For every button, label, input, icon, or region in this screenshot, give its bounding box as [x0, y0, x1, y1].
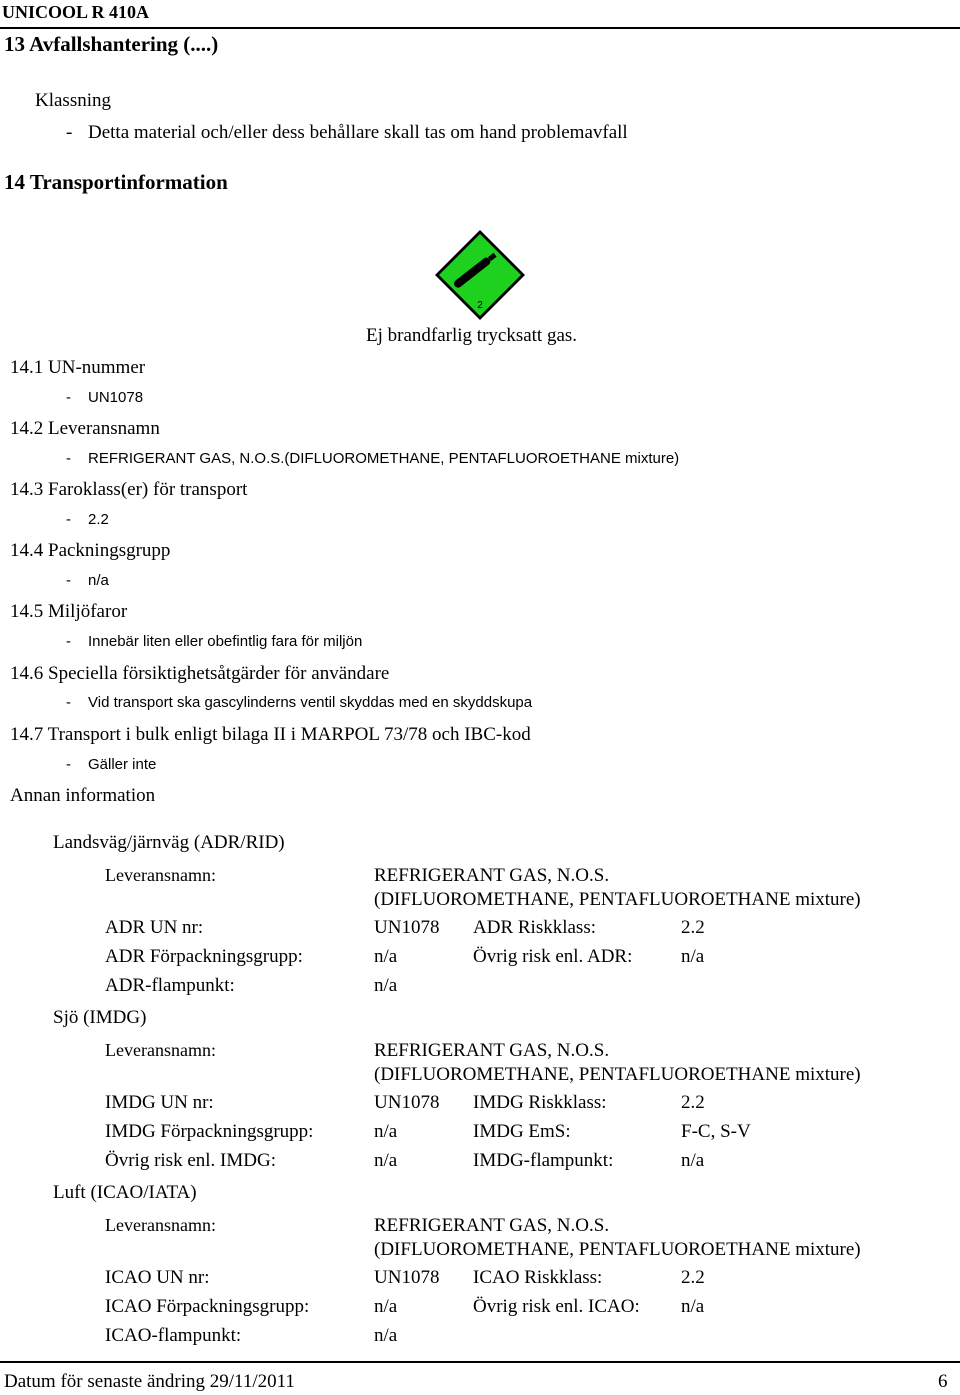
item-14-6-title: 14.6 Speciella försiktighetsåtgärder för användare [10, 663, 390, 684]
icao-pg-label: ICAO Förpackningsgrupp: [105, 1296, 310, 1317]
gas-cylinder-pictogram-icon [433, 228, 527, 322]
imdg-flashpoint-value: n/a [681, 1150, 705, 1171]
icao-shipping-name-label: Leveransnamn: [105, 1215, 216, 1235]
item-14-6-value: - Vid transport ska gascylinderns ventil skyddas med en skyddskupa [66, 694, 533, 711]
classification-label: Klassning [35, 90, 111, 111]
imdg-title: Sjö (IMDG) [53, 1007, 147, 1028]
adr-un-value: UN1078 [374, 917, 440, 938]
other-info-label: Annan information [10, 785, 156, 806]
imdg-pg-label: IMDG Förpackningsgrupp: [105, 1121, 314, 1142]
item-14-3-value: - 2.2 [66, 511, 109, 528]
imdg-ems-value: F-C, S-V [681, 1121, 751, 1142]
revision-date: Datum för senaste ändring 29/11/2011 [4, 1371, 295, 1392]
item-14-7-title: 14.7 Transport i bulk enligt bilaga II i MARPOL 73/78 och IBC-kod [10, 724, 531, 745]
imdg-flashpoint-label: IMDG-flampunkt: [473, 1150, 614, 1171]
item-14-5-value: - Innebär liten eller obefintlig fara för miljön [66, 633, 363, 650]
pictogram-class-number: 2 [477, 300, 483, 311]
imdg-subrisk-value: n/a [374, 1150, 398, 1171]
item-14-1-title: 14.1 UN-nummer [10, 357, 146, 378]
icao-class-label: ICAO Riskklass: [473, 1267, 603, 1288]
header-rule [0, 27, 960, 29]
item-14-1-value: - UN1078 [66, 389, 144, 406]
icao-subrisk-value: n/a [681, 1296, 705, 1317]
imdg-shipping-name-label: Leveransnamn: [105, 1040, 216, 1060]
imdg-subrisk-label: Övrig risk enl. IMDG: [105, 1150, 276, 1171]
adr-flashpoint-label: ADR-flampunkt: [105, 975, 235, 996]
icao-class-value: 2.2 [681, 1267, 705, 1288]
adr-un-label: ADR UN nr: [105, 917, 204, 938]
adr-class-value: 2.2 [681, 917, 705, 938]
imdg-shipping-name-line2: (DIFLUOROMETHANE, PENTAFLUOROETHANE mixture) [374, 1064, 861, 1085]
icao-pg-value: n/a [374, 1296, 398, 1317]
icao-un-label: ICAO UN nr: [105, 1267, 210, 1288]
icao-shipping-name-line2: (DIFLUOROMETHANE, PENTAFLUOROETHANE mixture) [374, 1239, 861, 1260]
imdg-un-value: UN1078 [374, 1092, 440, 1113]
bullet-dash: - [66, 122, 73, 143]
adr-subrisk-value: n/a [681, 946, 705, 967]
icao-shipping-name-line1: REFRIGERANT GAS, N.O.S. [374, 1215, 610, 1236]
imdg-class-label: IMDG Riskklass: [473, 1092, 607, 1113]
imdg-class-value: 2.2 [681, 1092, 705, 1113]
product-name-header: UNICOOL R 410A [2, 2, 150, 22]
imdg-shipping-name-line1: REFRIGERANT GAS, N.O.S. [374, 1040, 610, 1061]
adr-subrisk-label: Övrig risk enl. ADR: [473, 946, 633, 967]
icao-subrisk-label: Övrig risk enl. ICAO: [473, 1296, 640, 1317]
icao-un-value: UN1078 [374, 1267, 440, 1288]
item-14-5-title: 14.5 Miljöfaror [10, 601, 128, 622]
classification-text: - Detta material och/eller dess behållare skall tas om hand problemavfall [66, 122, 628, 143]
item-14-3-title: 14.3 Faroklass(er) för transport [10, 479, 248, 500]
adr-shipping-name-line2: (DIFLUOROMETHANE, PENTAFLUOROETHANE mixture) [374, 889, 861, 910]
icao-flashpoint-label: ICAO-flampunkt: [105, 1325, 242, 1346]
footer-rule [0, 1361, 960, 1363]
adr-shipping-name-label: Leveransnamn: [105, 865, 216, 885]
imdg-ems-label: IMDG EmS: [473, 1121, 571, 1142]
adr-shipping-name-line1: REFRIGERANT GAS, N.O.S. [374, 865, 610, 886]
item-14-7-value: - Gäller inte [66, 756, 157, 773]
adr-pg-value: n/a [374, 946, 398, 967]
adr-pg-label: ADR Förpackningsgrupp: [105, 946, 303, 967]
adr-title: Landsväg/järnväg (ADR/RID) [53, 832, 285, 853]
item-14-4-title: 14.4 Packningsgrupp [10, 540, 171, 561]
item-14-2-value: - REFRIGERANT GAS, N.O.S.(DIFLUOROMETHANE, PENTAFLUOROETHANE mixture) [66, 450, 680, 467]
icao-flashpoint-value: n/a [374, 1325, 398, 1346]
imdg-pg-value: n/a [374, 1121, 398, 1142]
icao-title: Luft (ICAO/IATA) [53, 1182, 197, 1203]
page-number: 6 [938, 1371, 948, 1392]
section-13-heading: 13 Avfallshantering (....) [4, 32, 219, 56]
pictogram-caption: Ej brandfarlig trycksatt gas. [366, 325, 578, 346]
adr-flashpoint-value: n/a [374, 975, 398, 996]
item-14-4-value: - n/a [66, 572, 109, 589]
item-14-2-title: 14.2 Leveransnamn [10, 418, 160, 439]
imdg-un-label: IMDG UN nr: [105, 1092, 214, 1113]
section-14-heading: 14 Transportinformation [4, 170, 228, 194]
adr-class-label: ADR Riskklass: [473, 917, 596, 938]
